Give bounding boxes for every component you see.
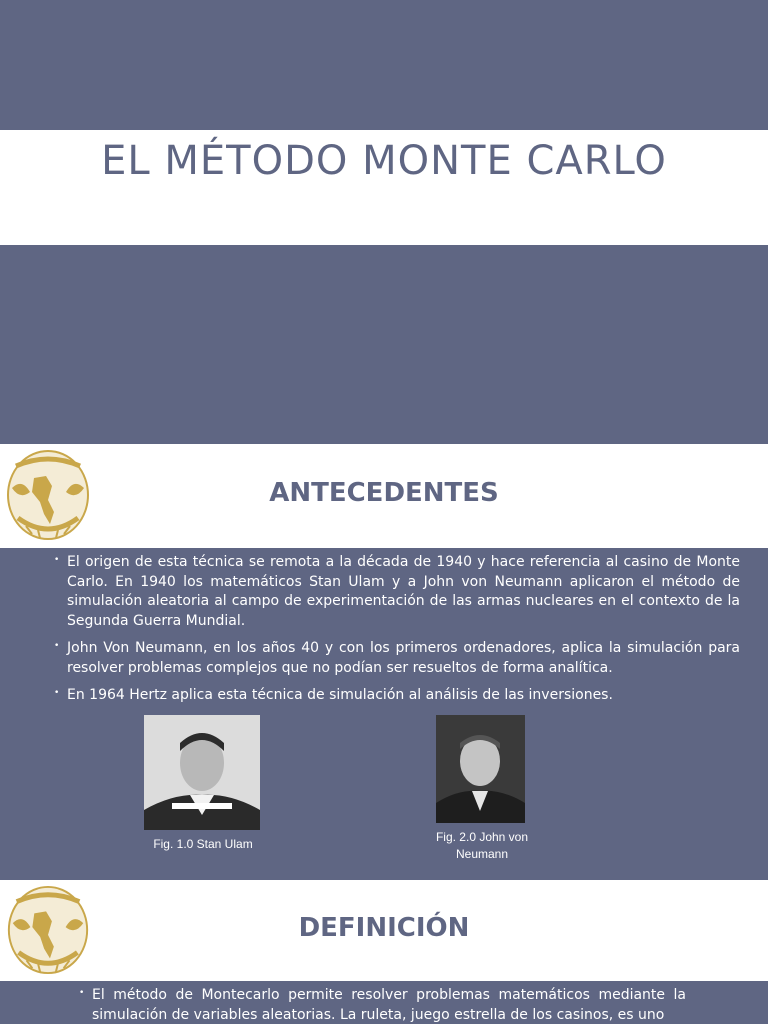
section-heading-definicion: DEFINICIÓN	[298, 913, 470, 943]
bullet-item: • En 1964 Hertz aplica esta técnica de simulación al análisis de las inversiones.	[55, 686, 740, 706]
bullet-item: • El origen de esta técnica se remota a la década de 1940 y hace referencia al casino de Monte Carlo. En 1940 los matemáticos Stan Ulam y a John von Neumann aplicaron el método de simulación aleatoria al campo de experimentación de las armas nucleares en el contexto de la Segunda Guerra Mundial.	[55, 553, 740, 631]
section-heading-antecedentes: ANTECEDENTES	[269, 478, 499, 508]
definicion-bullet-list	[80, 986, 686, 1024]
bullet-item: • El método de Montecarlo permite resolver problemas matemáticos mediante la simulación de variables aleatorias. La ruleta, juego estrella de los casinos, es uno	[80, 986, 686, 1024]
john-von-neumann-photo	[436, 715, 525, 823]
slide1-top-band	[0, 0, 768, 130]
main-title: EL MÉTODO MONTE CARLO	[101, 138, 667, 184]
bullet-item: • John Von Neumann, en los años 40 y con los primeros ordenadores, aplica la simulación para resolver problemas complejos que no podían ser resueltos de forma analítica.	[55, 639, 740, 678]
stan-ulam-photo	[144, 715, 260, 830]
figure-caption-2: Fig. 2.0 John von Neumann	[435, 830, 529, 861]
figure-caption-1: Fig. 1.0 Stan Ulam	[153, 837, 253, 851]
slide1-bottom-band	[0, 245, 768, 443]
antecedentes-bullet-list	[55, 553, 740, 714]
